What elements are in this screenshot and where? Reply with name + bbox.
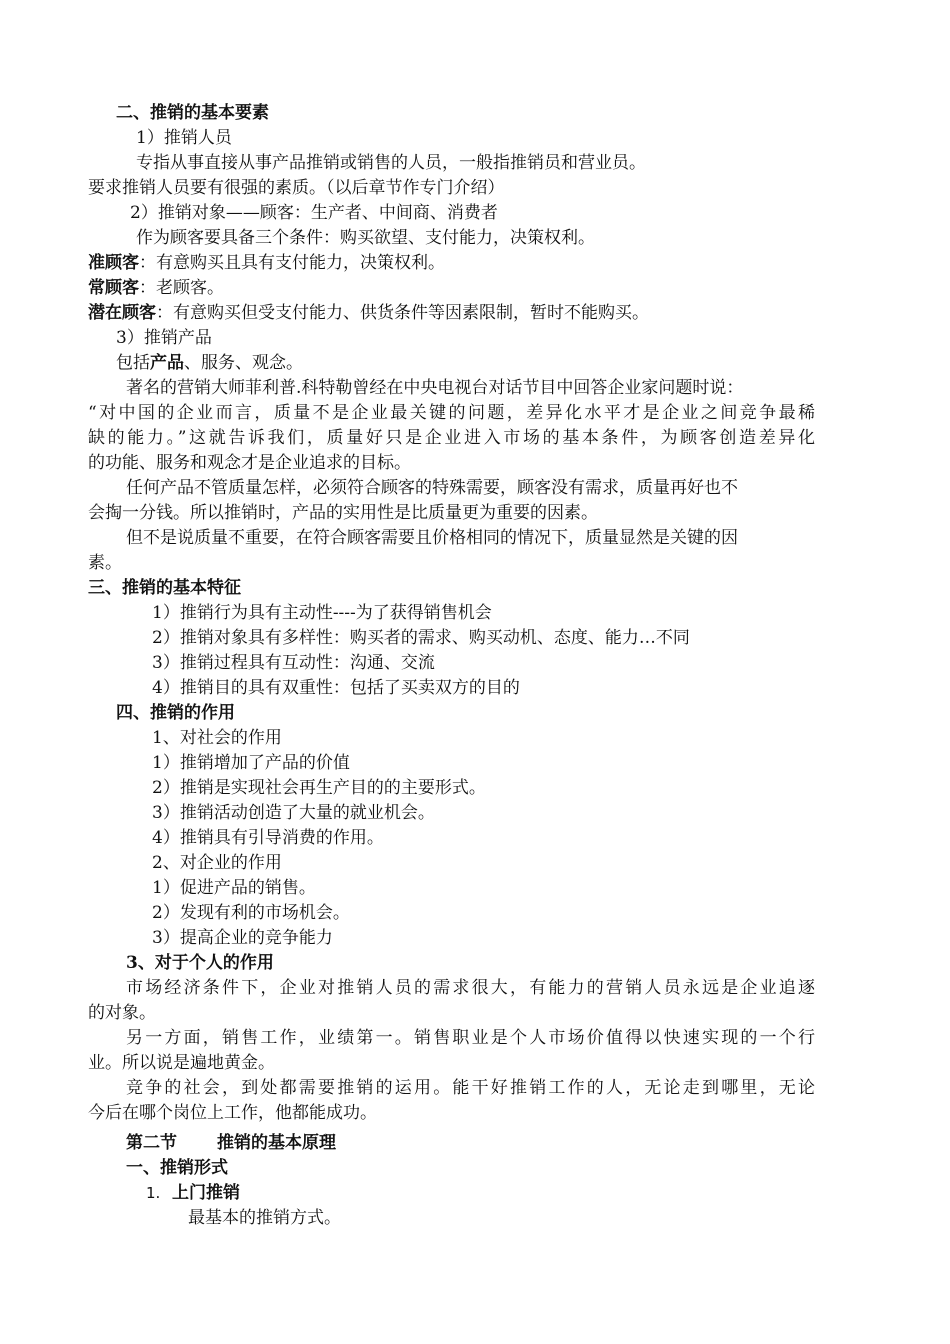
list-item: 1）促进产品的销售。 xyxy=(152,878,316,898)
section-heading-basic-features: 三、推销的基本特征 xyxy=(88,578,241,598)
definition-text: ：有意购买且具有支付能力，决策权利。 xyxy=(139,253,445,273)
paragraph-line: 任何产品不管质量怎样，必须符合顾客的特殊需要，顾客没有需求，质量再好也不 xyxy=(126,478,738,498)
definition-potential-customer xyxy=(88,301,649,326)
list-item: 4）推销目的具有双重性：包括了买卖双方的目的 xyxy=(152,678,520,698)
section-heading-basic-elements: 二、推销的基本要素 xyxy=(116,103,269,123)
section-title: 推销的基本原理 xyxy=(217,1133,336,1153)
paragraph-line: 市场经济条件下，企业对推销人员的需求很大，有能力的营销人员永远是企业追逐 xyxy=(126,978,815,998)
paragraph-line: 的功能、服务和观念才是企业追求的目标。 xyxy=(88,453,411,473)
subheading-personal-role: 3、对于个人的作用 xyxy=(126,953,274,973)
paragraph-line: “对中国的企业而言，质量不是企业最关键的问题，差异化水平才是企业之间竞争最稀 xyxy=(88,403,815,423)
subheading-product: 3）推销产品 xyxy=(116,328,212,348)
list-item: 2）推销是实现社会再生产目的的主要形式。 xyxy=(152,778,486,798)
text-span: 包括 xyxy=(116,353,150,373)
paragraph-line: 会掏一分钱。所以推销时，产品的实用性是比质量更为重要的因素。 xyxy=(88,503,598,523)
subheading-enterprise-role: 2、对企业的作用 xyxy=(152,853,282,873)
definition-text: ：有意购买但受支付能力、供货条件等因素限制，暂时不能购买。 xyxy=(156,303,649,323)
paragraph-line: 要求推销人员要有很强的素质。（以后章节作专门介绍） xyxy=(88,178,505,198)
text-span: 、服务、观念。 xyxy=(184,353,303,373)
item-title: 上门推销 xyxy=(172,1183,240,1203)
paragraph-line xyxy=(116,351,303,376)
list-item: 1）推销增加了产品的价值 xyxy=(152,753,350,773)
paragraph-line: 作为顾客要具备三个条件：购买欲望、支付能力，决策权利。 xyxy=(136,228,595,248)
numbered-item xyxy=(146,1181,240,1206)
paragraph-line: 今后在哪个岗位上工作，他都能成功。 xyxy=(88,1103,377,1123)
paragraph-line: 著名的营销大师菲利普.科特勒曾经在中央电视台对话节目中回答企业家问题时说： xyxy=(126,378,744,398)
subheading-customer: 2）推销对象——顾客：生产者、中间商、消费者 xyxy=(130,203,498,223)
subheading-social-role: 1、对社会的作用 xyxy=(152,728,282,748)
section-heading-role: 四、推销的作用 xyxy=(116,703,235,723)
definition-term: 准顾客 xyxy=(88,253,139,273)
definition-prospective-customer xyxy=(88,251,445,276)
subheading-salesperson: 1）推销人员 xyxy=(136,128,232,148)
paragraph-line: 专指从事直接从事产品推销或销售的人员，一般指推销员和营业员。 xyxy=(136,153,646,173)
section-number: 第二节 xyxy=(126,1133,177,1153)
definition-regular-customer xyxy=(88,276,224,301)
item-number: 1. xyxy=(146,1184,161,1202)
paragraph-line: 业。所以说是遍地黄金。 xyxy=(88,1053,275,1073)
list-item: 2）发现有利的市场机会。 xyxy=(152,903,350,923)
list-item: 4）推销具有引导消费的作用。 xyxy=(152,828,384,848)
paragraph-line: 最基本的推销方式。 xyxy=(188,1208,341,1228)
paragraph-line: 竞争的社会，到处都需要推销的运用。能干好推销工作的人，无论走到哪里，无论 xyxy=(126,1078,815,1098)
list-item: 2）推销对象具有多样性：购买者的需求、购买动机、态度、能力…不同 xyxy=(152,628,690,648)
chapter-section-title xyxy=(126,1131,336,1156)
definition-text: ：老顾客。 xyxy=(139,278,224,298)
list-item: 3）推销活动创造了大量的就业机会。 xyxy=(152,803,435,823)
list-item: 1）推销行为具有主动性----为了获得销售机会 xyxy=(152,603,492,623)
paragraph-line: 另一方面，销售工作，业绩第一。销售职业是个人市场价值得以快速实现的一个行 xyxy=(126,1028,815,1048)
definition-term: 常顾客 xyxy=(88,278,139,298)
paragraph-line: 缺的能力。”这就告诉我们，质量好只是企业进入市场的基本条件，为顾客创造差异化 xyxy=(88,428,815,448)
paragraph-line: 素。 xyxy=(88,553,122,573)
paragraph-line: 但不是说质量不重要，在符合顾客需要且价格相同的情况下，质量显然是关键的因 xyxy=(126,528,738,548)
subheading-sales-forms: 一、推销形式 xyxy=(126,1158,228,1178)
bold-term: 产品 xyxy=(150,353,184,373)
paragraph-line: 的对象。 xyxy=(88,1003,156,1023)
list-item: 3）推销过程具有互动性：沟通、交流 xyxy=(152,653,435,673)
list-item: 3）提高企业的竞争能力 xyxy=(152,928,333,948)
definition-term: 潜在顾客 xyxy=(88,303,156,323)
